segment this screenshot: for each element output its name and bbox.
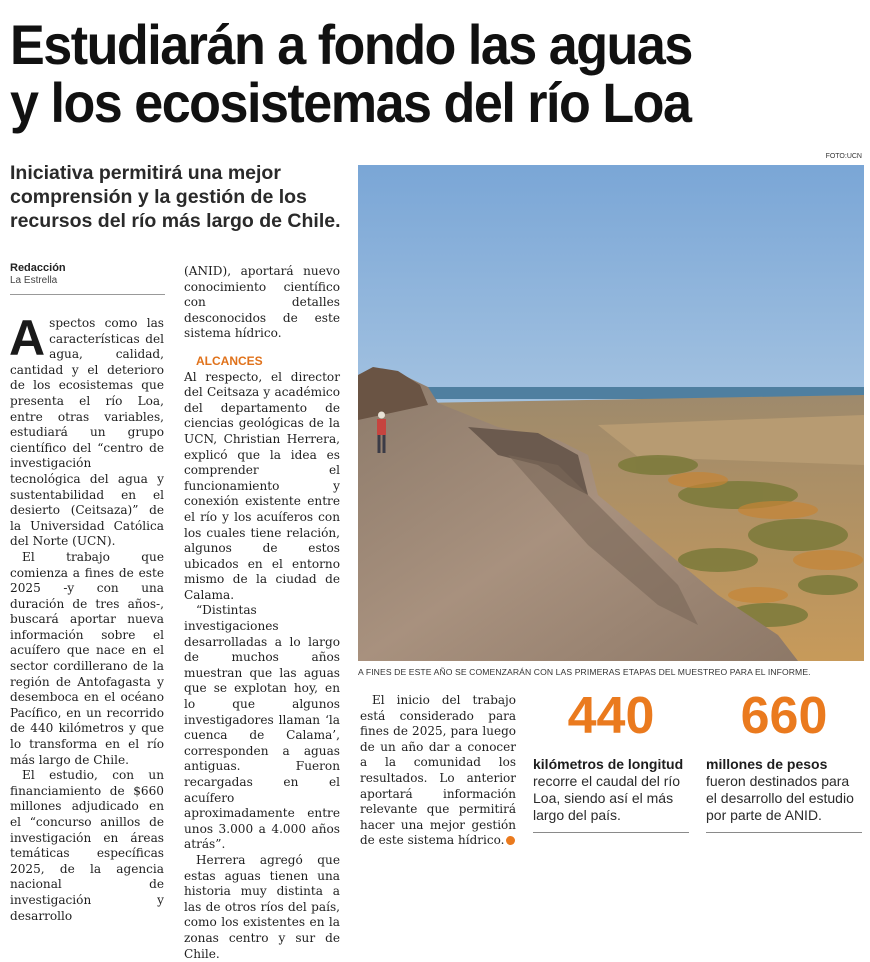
stat-box-funding	[706, 688, 862, 833]
stat-description-rest: recorre el caudal del río Loa, siendo así el más largo del país.	[533, 773, 681, 823]
stat-description-bold: kilómetros de longitud	[533, 756, 684, 772]
article-paragraph-6: “Distintas investigaciones desarrolladas a lo largo de muchos años muestran que las aguas que se explotan hoy, en lo que algunos investigadores llaman ‘la cuenca de Calama’, corresponden a aguas antiguas. Fueron recargadas en el acuífero aproximadamente entre unos 3.000 a 4.000 años atrás”.	[184, 603, 340, 852]
byline-divider	[10, 294, 165, 295]
article-column-2	[184, 264, 340, 962]
stat-number: 440	[567, 687, 655, 745]
byline-organization: La Estrella	[10, 275, 58, 286]
article-paragraph-1	[9, 310, 164, 550]
stat-number: 660	[740, 687, 828, 745]
article-paragraph-5: Al respecto, el director del Ceitsaza y académico del departamento de ciencias geológicas de la UCN, Christian Herrera, explicó que la idea es comprender el funcionamiento y conexión existente entre el río y los acuíferos con los cuales tiene relación, algunos de estos ubicados en el entorno mismo de la ciudad de Calama.	[184, 369, 340, 602]
stat-description-rest: fueron destinados para el desarrollo del estudio por parte de ANID.	[706, 773, 854, 823]
article-column-3	[360, 693, 516, 849]
stat-divider	[533, 832, 689, 833]
headline-line-1: Estudiarán a fondo las aguas	[10, 13, 692, 76]
headline-line-2: y los ecosistemas del río Loa	[10, 71, 691, 134]
section-heading-alcances: ALCANCES	[196, 353, 263, 368]
article-paragraph-3: El estudio, con un financiamiento de $660 millones adjudicado en el “concurso anillos de investigación en áreas temáticas específicas 2025, de la agencia nacional de investigación y desarrollo	[10, 768, 164, 923]
article-paragraph-2: El trabajo que comienza a fines de este 2025 -y con una duración de tres años-, buscará aportar nueva información sobre el acuífero que nace en el sector cordillerano de la región de Antofagasta y desemboca en el océano Pacífico, en un recorrido de 440 kilómetros y que lo transforma en el río más largo de Chile.	[10, 549, 164, 767]
stat-description-bold: millones de pesos	[706, 756, 828, 772]
article-paragraph-7: Herrera agregó que estas aguas tienen una historia muy distinta a las de otros ríos del país, como los existentes en la zonas centro y sur de Chile.	[184, 852, 340, 961]
byline-author: Redacción	[10, 262, 66, 274]
stat-box-length	[533, 688, 689, 833]
subtitle: Iniciativa permitirá una mejor comprensión y la gestión de los recursos del río más largo de Chile.	[10, 162, 341, 232]
article-paragraph-8	[360, 693, 516, 849]
headline	[10, 13, 801, 134]
byline	[10, 262, 165, 286]
paragraph-1-text: spectos como las características del agua, calidad, cantidad y el deterioro de los ecosistemas que presenta el río Loa, entre otras variables, estudiará un grupo científico del “centro de investigación tecnológica del agua y sustentabilidad en el desierto (Ceitsaza)” de la Universidad Católica del Norte (UCN).	[10, 316, 164, 549]
river-photo	[358, 165, 864, 661]
article-paragraph-4: (ANID), aportará nuevo conocimiento científico con detalles desconocidos de este sistema hídrico.	[184, 264, 340, 341]
stat-description	[533, 756, 689, 824]
article-column-1	[9, 310, 164, 924]
photo-credit: FOTO:UCN	[825, 153, 862, 160]
drop-cap: A	[9, 310, 46, 366]
stat-description	[706, 756, 862, 824]
photo-caption: A FINES DE ESTE AÑO SE COMENZARÁN CON LAS PRIMERAS ETAPAS DEL MUESTREO PARA EL INFORME.	[358, 667, 811, 677]
paragraph-8-text: El inicio del trabajo está considerado para fines de 2025, para luego de un año dar a conocer a la comunidad los resultados. Lo anterior aportará información relevante que permitirá hacer una mejor gestión de este sistema hídrico.	[360, 693, 516, 848]
end-of-article-icon	[506, 836, 515, 845]
stat-divider	[706, 832, 862, 833]
